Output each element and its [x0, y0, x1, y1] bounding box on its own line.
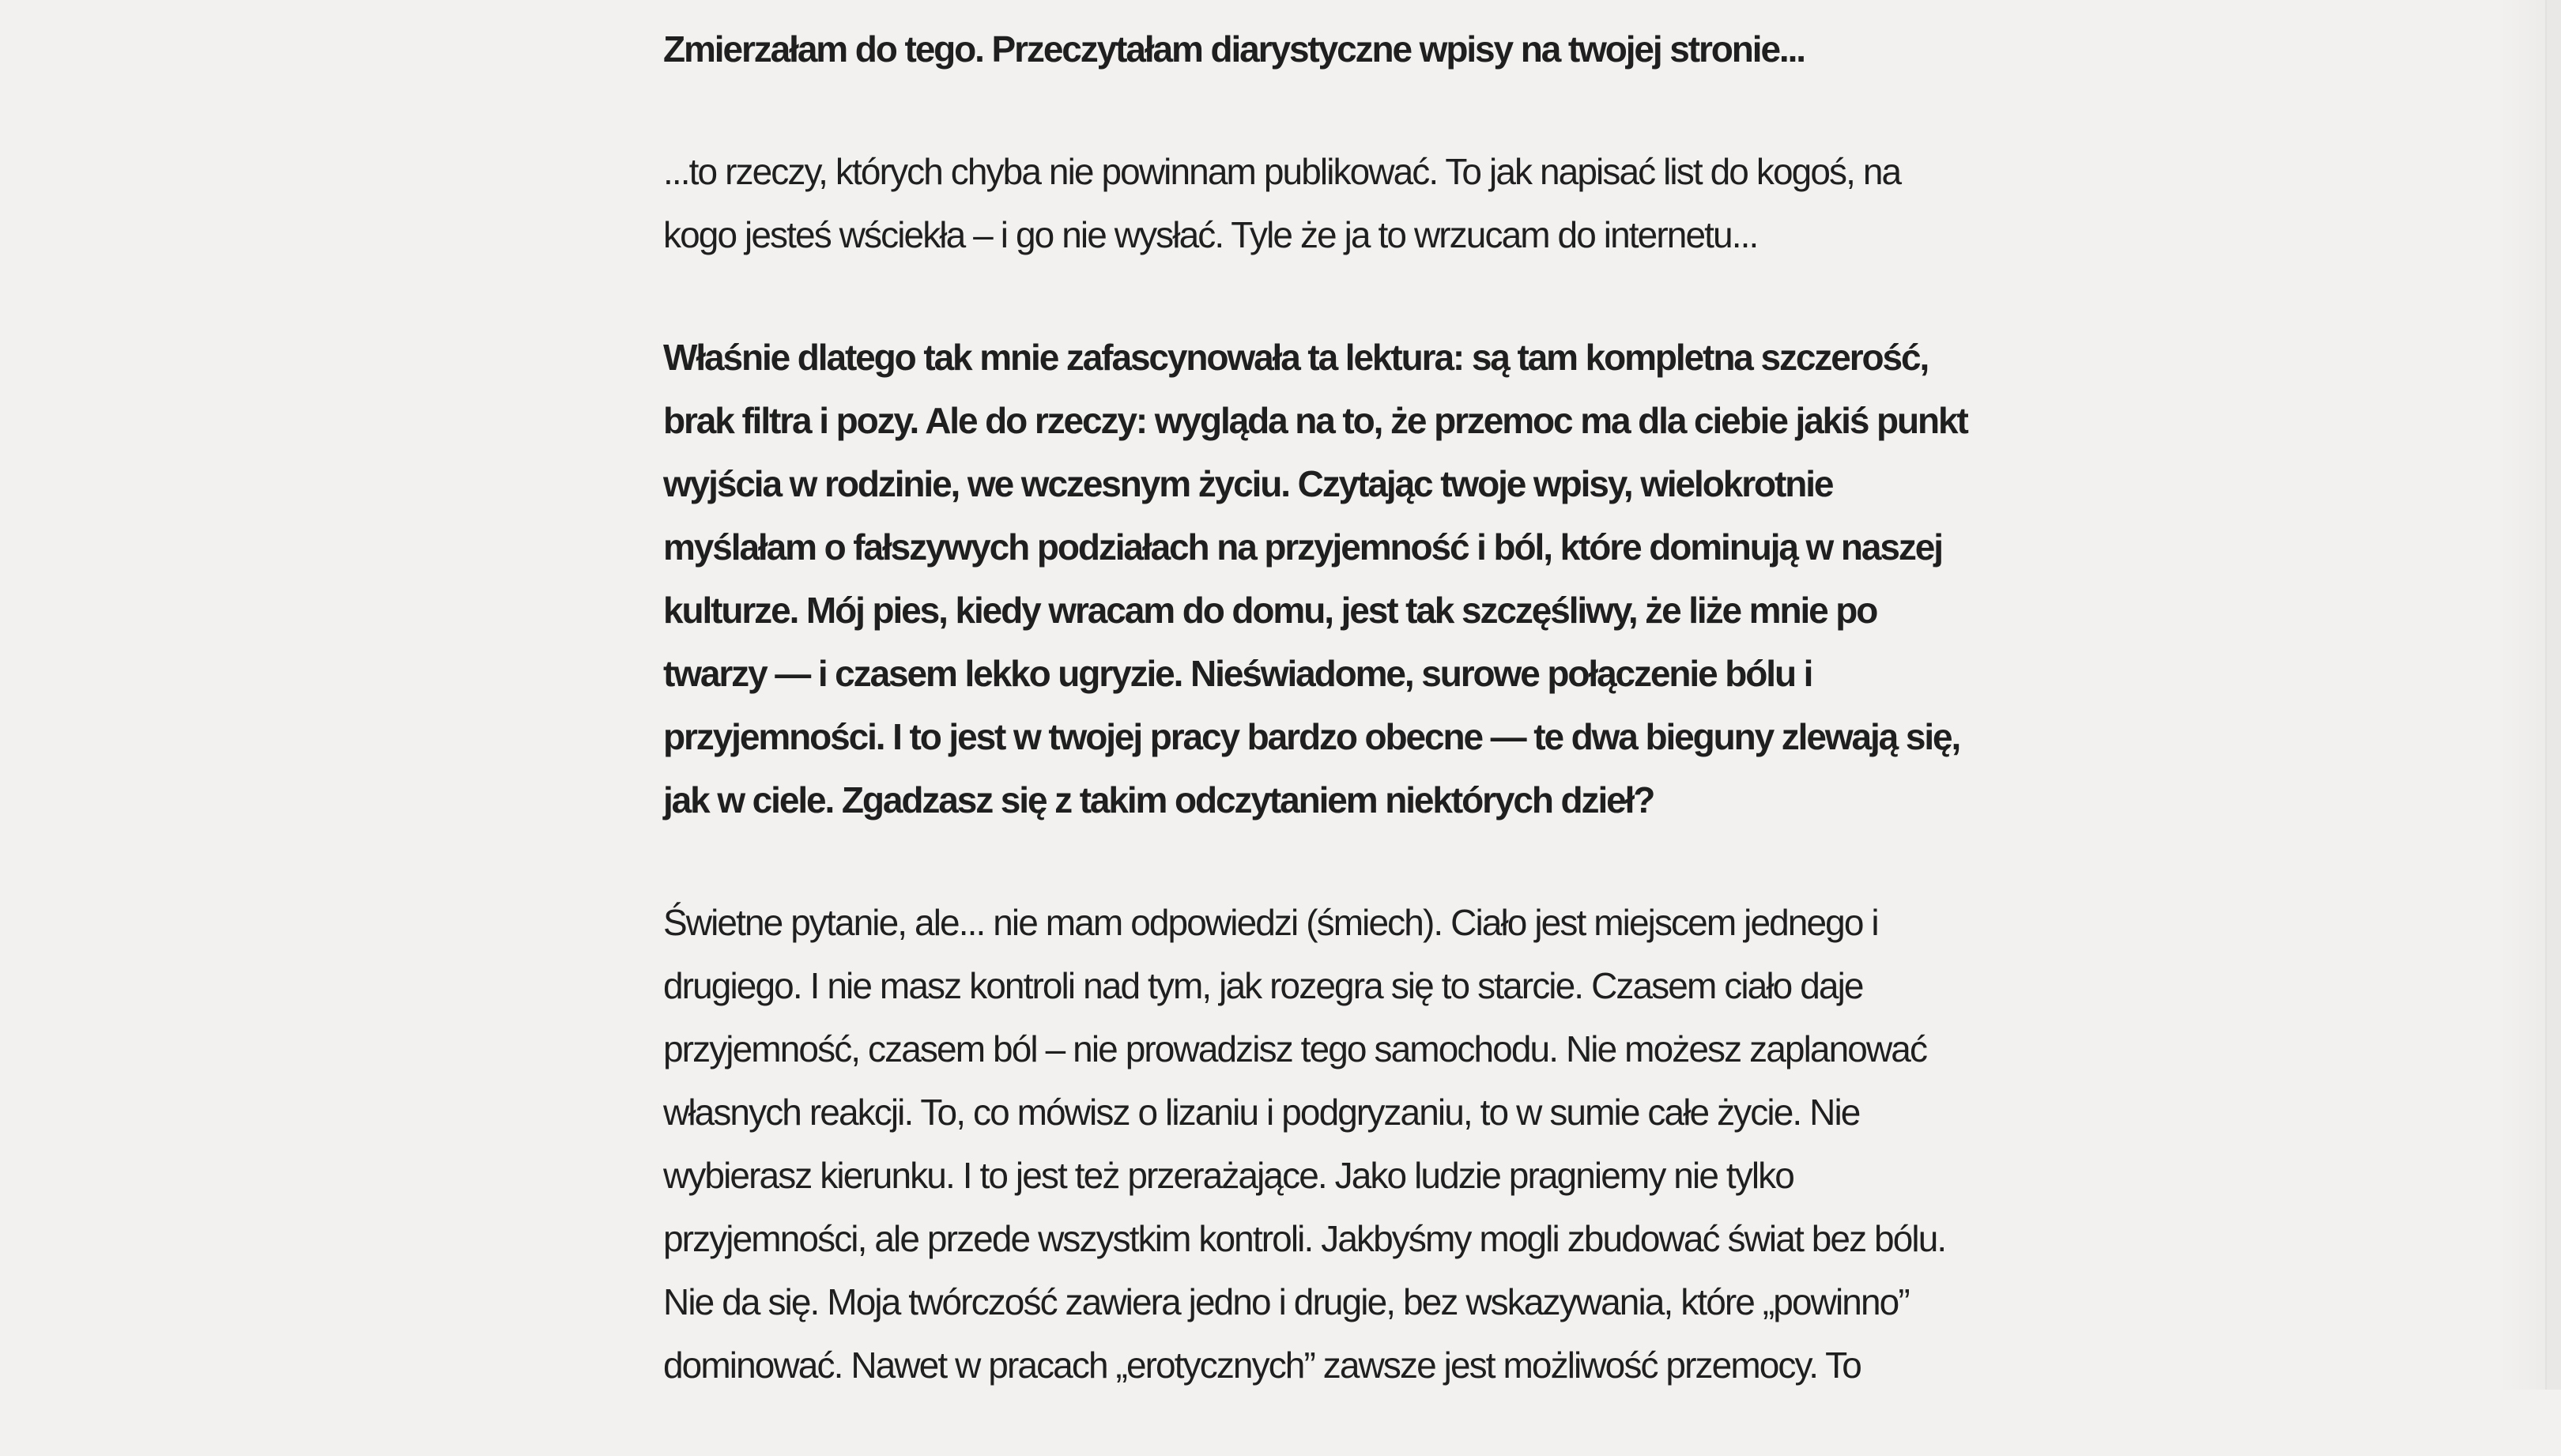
text-line: kogo jesteś wściekła – i go nie wysłać. Tyle że ja to wrzucam do internetu... [663, 214, 1758, 255]
text-line: Zmierzałam do tego. Przeczytałam diarystyczne wpisy na twojej stronie... [663, 28, 1805, 70]
answer-paragraph [663, 891, 2165, 1397]
text-line: wyjścia w rodzinie, we wczesnym życiu. Czytając twoje wpisy, wielokrotnie [663, 463, 1833, 504]
text-line: kulturze. Mój pies, kiedy wracam do domu, jest tak szczęśliwy, że liże mnie po [663, 590, 1877, 631]
text-line: wybierasz kierunku. I to jest też przerażające. Jako ludzie pragniemy nie tylko [663, 1155, 1793, 1196]
text-line: dominować. Nawet w pracach „erotycznych” zawsze jest możliwość przemocy. To [663, 1345, 1861, 1386]
text-line: przyjemności. I to jest w twojej pracy bardzo obecne — te dwa bieguny zlewają się, [663, 716, 1960, 757]
text-line: myślałam o fałszywych podziałach na przyjemność i ból, które dominują w naszej [663, 526, 1942, 568]
text-line: Świetne pytanie, ale... nie mam odpowiedzi (śmiech). Ciało jest miejscem jednego i [663, 902, 1878, 943]
answer-paragraph [663, 140, 2165, 266]
text-line: drugiego. I nie masz kontroli nad tym, jak rozegra się to starcie. Czasem ciało daje [663, 965, 1863, 1006]
text-line: przyjemności, ale przede wszystkim kontroli. Jakbyśmy mogli zbudować świat bez bólu. [663, 1218, 1946, 1259]
text-line: jak w ciele. Zgadzasz się z takim odczytaniem niektórych dzieł? [663, 779, 1654, 820]
text-line: twarzy — i czasem lekko ugryzie. Nieświadome, surowe połączenie bólu i [663, 653, 1812, 694]
text-line: ...to rzeczy, których chyba nie powinnam publikować. To jak napisać list do kogoś, na [663, 151, 1901, 192]
article-body [663, 17, 2165, 1456]
text-line: Właśnie dlatego tak mnie zafascynowała ta lektura: są tam kompletna szczerość, [663, 337, 1929, 378]
text-line: własnych reakcji. To, co mówisz o lizaniu i podgryzaniu, to w sumie całe życie. Nie [663, 1092, 1860, 1133]
edge-shade [2498, 0, 2545, 1390]
question-paragraph [663, 326, 2165, 832]
text-line: Nie da się. Moja twórczość zawiera jedno i drugie, bez wskazywania, które „powinno” [663, 1281, 1909, 1322]
question-paragraph [663, 17, 2165, 81]
text-line: przyjemność, czasem ból – nie prowadzisz tego samochodu. Nie możesz zaplanować [663, 1028, 1927, 1069]
text-line: brak filtra i pozy. Ale do rzeczy: wygląda na to, że przemoc ma dla ciebie jakiś punkt [663, 400, 1967, 441]
scrollbar[interactable] [2545, 0, 2561, 1390]
